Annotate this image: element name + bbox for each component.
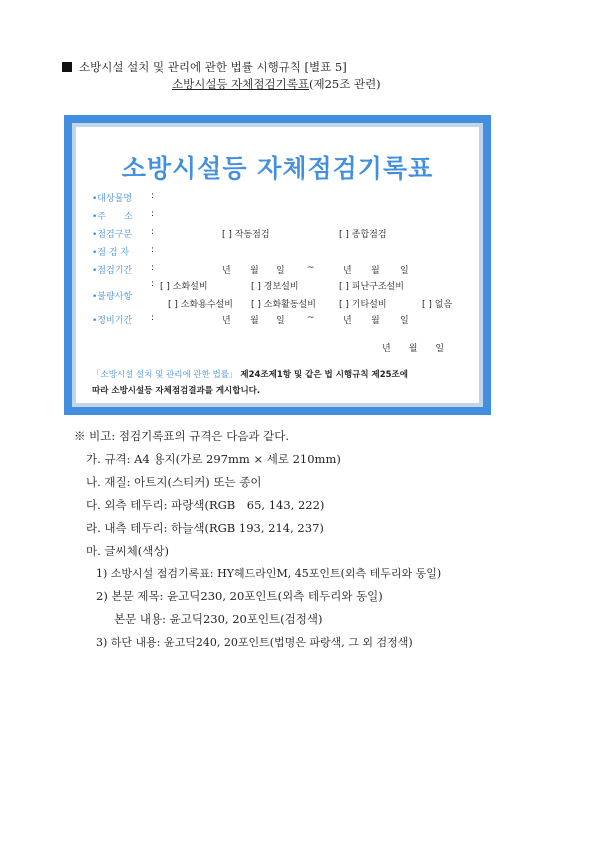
repair-day: 일 bbox=[276, 316, 285, 326]
label-inspection-period: •점검기간 bbox=[92, 266, 133, 276]
repair-year: 년 bbox=[343, 316, 352, 326]
colon: : bbox=[151, 209, 155, 219]
label-defects: •불량사항 bbox=[92, 292, 133, 302]
form-title: 소방시설등 자체점검기록표 bbox=[121, 154, 434, 183]
option-operation-check: [ ] 작동점검 bbox=[222, 230, 270, 240]
record-form-outer-border bbox=[64, 115, 491, 415]
period-tilde: ~ bbox=[307, 263, 315, 273]
defect-alarm: [ ] 경보설비 bbox=[251, 282, 299, 292]
period-year: 년 bbox=[343, 266, 352, 276]
label-target-name: •대상물명 bbox=[92, 194, 133, 204]
note-item: 다. 외측 테두리: 파랑색(RGB 65, 143, 222) bbox=[86, 498, 325, 512]
form-footer bbox=[92, 367, 408, 399]
note-sub-item: 1) 소방시설 점검기록표: HY헤드라인M, 45포인트(외측 테두리와 동일) bbox=[96, 567, 442, 580]
document-subtitle-suffix: (제25조 관련) bbox=[308, 77, 381, 91]
note-item: 마. 글씨체(색상) bbox=[86, 544, 169, 558]
note-item: 나. 재질: 아트지(스티커) 또는 종이 bbox=[86, 475, 262, 489]
regulation-header-text: 소방시설 설치 및 관리에 관한 법률 시행규칙 [별표 5] bbox=[79, 60, 347, 74]
colon: : bbox=[151, 279, 155, 289]
label-inspector: •점 검 자 bbox=[92, 248, 130, 258]
note-heading: ※ 비고: 점검기록표의 규격은 다음과 같다. bbox=[74, 429, 290, 443]
colon: : bbox=[151, 263, 155, 273]
defect-firefighting-activity: [ ] 소화활동설비 bbox=[251, 300, 316, 310]
footer-law-name: 「소방시설 설치 및 관리에 관한 법률」 bbox=[92, 370, 238, 380]
regulation-header bbox=[62, 59, 347, 75]
footer-text-1: 제24조제1항 및 같은 법 시행규칙 제25조에 bbox=[237, 370, 408, 380]
label-inspection-type: •점검구분 bbox=[92, 230, 133, 240]
footer-text-2: 따라 소방시설등 자체점검결과를 게시합니다. bbox=[92, 386, 261, 396]
period-year: 년 bbox=[222, 266, 231, 276]
defect-other: [ ] 기타설비 bbox=[339, 300, 387, 310]
document-subtitle bbox=[172, 76, 381, 92]
record-form bbox=[76, 127, 479, 403]
label-address: •주 소 bbox=[92, 212, 133, 222]
period-day: 일 bbox=[400, 266, 409, 276]
note-item: 가. 규격: A4 용지(가로 297mm × 세로 210mm) bbox=[86, 452, 341, 466]
footer-line-2 bbox=[92, 383, 408, 399]
repair-day: 일 bbox=[400, 316, 409, 326]
repair-year: 년 bbox=[222, 316, 231, 326]
defect-none: [ ] 없음 bbox=[422, 300, 453, 310]
period-month: 월 bbox=[371, 266, 380, 276]
colon: : bbox=[151, 313, 155, 323]
repair-month: 월 bbox=[250, 316, 259, 326]
record-form-inner-border bbox=[72, 123, 483, 407]
label-repair-period: •정비기간 bbox=[92, 316, 133, 326]
posting-date: 년 월 일 bbox=[382, 344, 445, 354]
defect-fire-suppression: [ ] 소화설비 bbox=[160, 282, 208, 292]
note-item: 라. 내측 테두리: 하늘색(RGB 193, 214, 237) bbox=[86, 521, 324, 535]
note-sub-item: 2) 본문 제목: 윤고딕230, 20포인트(외측 테두리와 동일) bbox=[96, 589, 383, 603]
footer-line-1 bbox=[92, 367, 408, 383]
document-subtitle-title: 소방시설등 자체점검기록표 bbox=[172, 77, 309, 91]
square-bullet-icon bbox=[62, 62, 72, 72]
period-month: 월 bbox=[250, 266, 259, 276]
defect-evacuation: [ ] 피난구조설비 bbox=[339, 282, 404, 292]
note-sub-item: 본문 내용: 윤고딕230, 20포인트(검정색) bbox=[114, 612, 323, 626]
repair-month: 월 bbox=[371, 316, 380, 326]
option-comprehensive-check: [ ] 종합점검 bbox=[339, 230, 387, 240]
colon: : bbox=[151, 227, 155, 237]
period-day: 일 bbox=[276, 266, 285, 276]
colon: : bbox=[151, 245, 155, 255]
colon: : bbox=[151, 191, 155, 201]
defect-water-supply: [ ] 소화용수설비 bbox=[168, 300, 233, 310]
note-sub-item: 3) 하단 내용: 윤고딕240, 20포인트(법명은 파랑색, 그 외 검정색) bbox=[96, 636, 413, 649]
repair-tilde: ~ bbox=[307, 313, 315, 323]
